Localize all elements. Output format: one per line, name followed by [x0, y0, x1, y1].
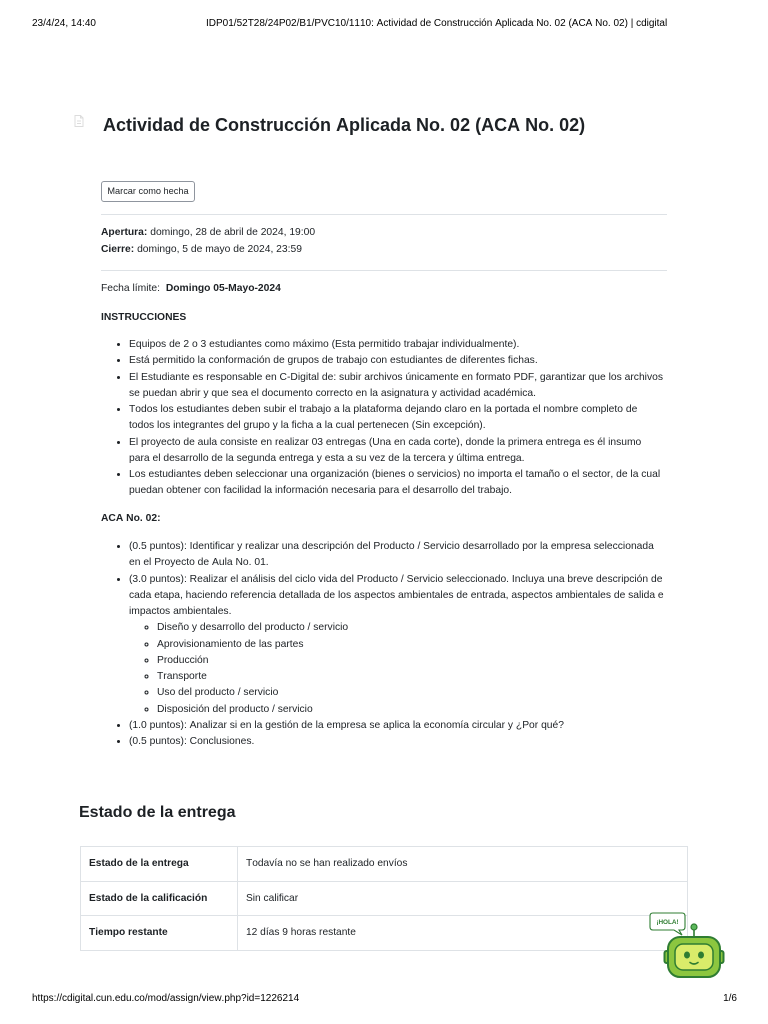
aca-item — [129, 539, 664, 572]
robot-icon[interactable] — [665, 924, 724, 977]
instruction-item: • Equipos de 2 o 3 estudiantes como máximo (Esta permitido trabajar individualmente). — [129, 337, 664, 353]
instruction-item: • El proyecto de aula consiste en realizar 03 entregas (Una en cada corte), donde la primera entrega es él insumo para el desarrollo de la segunda entrega y esta a su vez de la tercera y última entrega. — [129, 435, 664, 468]
status-label: Tiempo restante — [81, 916, 238, 951]
status-label: Estado de la calificación — [81, 881, 238, 916]
submission-status-table — [80, 846, 688, 951]
instructions-list — [101, 337, 664, 500]
chat-robot-widget[interactable] — [645, 908, 728, 982]
closing-value: domingo, 5 de mayo de 2024, 23:59 — [137, 243, 302, 255]
life-cycle-stage: ◦ Transporte — [157, 669, 664, 685]
aca-item-text: (0.5 puntos): Conclusiones. — [129, 736, 255, 747]
submission-status-heading: Estado de la entrega — [79, 804, 236, 821]
aca-heading: ACA No. 02: — [101, 513, 161, 524]
aca-item — [129, 718, 664, 734]
deadline-value: Domingo 05-Mayo-2024 — [165, 283, 281, 294]
chat-bubble[interactable] — [650, 913, 685, 935]
assignment-icon — [72, 114, 86, 128]
aca-item — [129, 572, 664, 718]
instruction-item: • Está permitido la conformación de grupos de trabajo con estudiantes de diferentes fichas. — [129, 353, 664, 369]
aca-item — [129, 734, 664, 750]
life-cycle-stage: ◦ Aprovisionamiento de las partes — [157, 637, 664, 653]
deadline-label: Fecha límite: — [101, 283, 160, 294]
activity-dates — [101, 225, 315, 258]
closing-label: Cierre: — [101, 243, 135, 255]
life-cycle-stage: ◦ Uso del producto / servicio — [157, 685, 664, 701]
table-row — [81, 916, 688, 951]
life-cycle-stage: ◦ Producción — [157, 653, 664, 669]
status-value: Todavía no se han realizado envíos — [238, 847, 688, 882]
divider — [101, 214, 667, 215]
page-title: Actividad de Construcción Aplicada No. 02 (ACA No. 02) — [103, 115, 586, 135]
table-row — [81, 881, 688, 916]
life-cycle-stages-list — [129, 620, 664, 718]
print-url: https://cdigital.cun.edu.co/mod/assign/view.php?id=1226214 — [32, 993, 300, 1004]
deadline — [101, 281, 281, 298]
instruction-item: • El Estudiante es responsable en C-Digital de: subir archivos únicamente en formato PDF, garantizar que los archivos se puedan abrir y que sea el documento correcto en la asignatura y actividad académica. — [129, 370, 664, 403]
instruction-item: • Todos los estudiantes deben subir el trabajo a la plataforma dejando claro en la portada el nombre completo de todos los integrantes del grupo y la ficha a la cual pertenecen (Sin excepción). — [129, 402, 664, 435]
opening-date — [101, 225, 315, 242]
opening-value: domingo, 28 de abril de 2024, 19:00 — [150, 227, 316, 238]
divider — [101, 270, 667, 271]
closing-date — [101, 242, 315, 259]
instruction-item: • Los estudiantes deben seleccionar una organización (bienes o servicios) no importa el tamaño o el sector, de la cual puedan obtener con facilidad la información necesaria para el desarrollo del trabajo. — [129, 467, 664, 500]
mark-as-done-button[interactable]: Marcar como hecha — [101, 181, 195, 202]
print-page-title: IDP01/52T28/24P02/B1/PVC10/1110: Actividad de Construcción Aplicada No. 02 (ACA No. 02) | cdigital — [206, 18, 668, 29]
aca-item-text: (3.0 puntos): Realizar el análisis del ciclo vida del Producto / Servicio seleccionado. Incluya una breve descripción de cada etapa, haciendo referencia detallada de los aspectos ambientales de entrada, aspectos ambientales de salida e impactos ambientales. — [129, 573, 664, 617]
print-page-number: 1/6 — [723, 993, 737, 1004]
chat-bubble-text: ¡HOLA! — [656, 919, 679, 926]
status-value: Sin calificar — [238, 881, 688, 916]
opening-label: Apertura: — [101, 227, 148, 238]
instructions-heading: INSTRUCCIONES — [101, 312, 187, 323]
life-cycle-stage: ◦ Diseño y desarrollo del producto / servicio — [157, 620, 664, 636]
aca-item-text: (1.0 puntos): Analizar si en la gestión de la empresa se aplica la economía circular y ¿Por qué? — [129, 719, 564, 731]
life-cycle-stage: ◦ Disposición del producto / servicio — [157, 702, 664, 718]
status-value: 12 días 9 horas restante — [238, 916, 688, 951]
aca-item-text: (0.5 puntos): Identificar y realizar una descripción del Producto / Servicio desarrollado por la empresa seleccionada en el Proyecto de Aula No. 01. — [129, 541, 654, 569]
print-date: 23/4/24, 14:40 — [32, 18, 96, 29]
aca-list — [101, 539, 664, 750]
table-row — [81, 847, 688, 882]
status-label: Estado de la entrega — [81, 847, 238, 882]
